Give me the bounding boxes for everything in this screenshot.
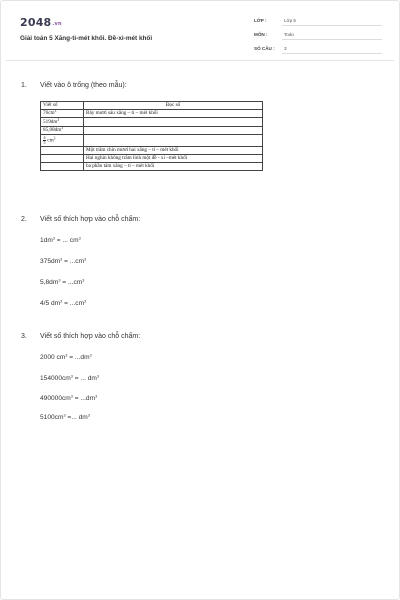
fill-item[interactable] <box>40 414 90 421</box>
fill-item[interactable] <box>40 258 86 265</box>
fill-item[interactable] <box>40 354 92 361</box>
table-row <box>41 163 263 171</box>
item-rhs: =... dm <box>65 414 88 421</box>
meta-underline <box>282 53 382 54</box>
fraction-denominator: 5 <box>43 139 46 145</box>
written-cell[interactable] <box>41 146 84 154</box>
cube-mark: 3 <box>70 394 73 399</box>
table-header-cell: Viết số <box>41 102 84 110</box>
logo-main: 2048 <box>20 16 52 29</box>
read-cell[interactable] <box>84 118 263 126</box>
read-cell[interactable] <box>84 126 263 134</box>
item-lhs: 4/5 dm <box>40 300 61 307</box>
cube-mark: 3 <box>87 413 90 418</box>
item-rhs: = ...cm <box>60 279 83 286</box>
worksheet-title: Giải toán 5 Xăng-ti-mét khối. Đề-xi-mét khối <box>20 35 153 42</box>
item-lhs: 2000 cm <box>40 354 66 361</box>
read-cell[interactable]: ba phần tám xăng – ti – mét khối <box>84 163 263 171</box>
cube-mark: 3 <box>53 136 56 141</box>
fill-item[interactable] <box>40 375 99 382</box>
cube-mark: 3 <box>78 236 81 241</box>
cube-mark: 3 <box>60 257 63 262</box>
written-value: cm <box>47 137 54 144</box>
logo-tld: .vn <box>52 21 62 27</box>
meta-key: SỐ CÂU : <box>254 46 275 51</box>
item-rhs: = ...cm <box>62 258 85 265</box>
fill-item[interactable] <box>40 395 97 402</box>
read-cell[interactable]: Một trăm chín mươi hai xăng – ti – mét khối <box>84 146 263 154</box>
written-cell[interactable] <box>41 134 84 146</box>
cube-mark: 3 <box>52 236 55 241</box>
item-lhs: 1dm <box>40 237 53 244</box>
cube-mark: 3 <box>84 257 87 262</box>
fraction <box>43 136 46 144</box>
meta-key: MÔN : <box>254 32 268 37</box>
written-cell[interactable] <box>41 154 84 162</box>
cube-mark: 3 <box>58 278 61 283</box>
table-header-cell: Đọc số <box>84 102 263 110</box>
written-cell[interactable] <box>41 163 84 171</box>
cube-mark: 3 <box>82 278 85 283</box>
table-row <box>41 126 263 134</box>
cube-mark: 3 <box>54 109 57 114</box>
table-row <box>41 146 263 154</box>
item-lhs: 490000cm <box>40 395 71 402</box>
written-cell[interactable] <box>41 110 84 118</box>
cube-mark: 3 <box>60 299 63 304</box>
written-cell[interactable] <box>41 126 84 134</box>
item-lhs: 154000cm <box>40 375 71 382</box>
answer-table <box>40 101 263 171</box>
cube-mark: 3 <box>84 299 87 304</box>
cube-mark: 3 <box>96 374 100 379</box>
item-rhs: = ...cm <box>62 300 85 307</box>
cube-mark: 3 <box>89 353 92 358</box>
question-text: Viết vào ô trống (theo mẫu): <box>40 82 127 89</box>
table-row <box>41 110 263 118</box>
question-number: 3. <box>21 333 27 340</box>
fill-item[interactable] <box>40 300 86 307</box>
question-text: Viết số thích hợp vào chỗ chấm: <box>40 333 141 340</box>
meta-key: LỚP : <box>254 18 267 23</box>
item-rhs: = ... cm <box>54 237 79 244</box>
meta-underline <box>282 25 382 26</box>
cube-mark: 3 <box>63 413 66 418</box>
site-logo[interactable] <box>20 16 62 29</box>
item-rhs: = ...dm <box>67 354 90 361</box>
read-cell[interactable]: Bảy mươi sáu xăng – ti – mét khối <box>84 110 263 118</box>
question-text: Viết số thích hợp vào chỗ chấm: <box>40 216 141 223</box>
cube-mark: 3 <box>70 374 73 379</box>
item-lhs: 5100cm <box>40 414 64 421</box>
meta-underline <box>282 39 382 40</box>
cube-mark: 3 <box>61 126 64 130</box>
written-value: 519dm <box>43 118 58 125</box>
item-lhs: 375dm <box>40 258 61 265</box>
read-cell[interactable]: Hai nghìn không trăm linh một đề - xi –mét khối <box>84 154 263 162</box>
meta-value: Lớp 5 <box>284 18 296 23</box>
fraction-numerator: 4 <box>43 135 46 141</box>
item-rhs: = ...dm <box>72 395 96 402</box>
fill-item[interactable] <box>40 237 81 244</box>
written-cell[interactable] <box>41 118 84 126</box>
table-header-row <box>41 102 263 110</box>
item-lhs: 5,8dm <box>40 279 59 286</box>
written-value: 85,08dm <box>43 126 62 133</box>
table-row <box>41 118 263 126</box>
read-cell[interactable] <box>84 134 263 146</box>
cube-mark: 3 <box>65 353 68 358</box>
meta-value: Toán <box>284 32 294 37</box>
question-number: 2. <box>21 216 27 223</box>
item-rhs: = ... dm <box>72 375 97 382</box>
meta-value: 3 <box>284 46 287 51</box>
table-row <box>41 134 263 146</box>
cube-mark: 3 <box>57 117 60 122</box>
fill-item[interactable] <box>40 279 84 286</box>
question-number: 1. <box>21 82 27 89</box>
table-row <box>41 154 263 162</box>
header-divider <box>6 60 394 61</box>
cube-mark: 3 <box>95 394 98 399</box>
written-value: 76cm <box>43 110 55 117</box>
